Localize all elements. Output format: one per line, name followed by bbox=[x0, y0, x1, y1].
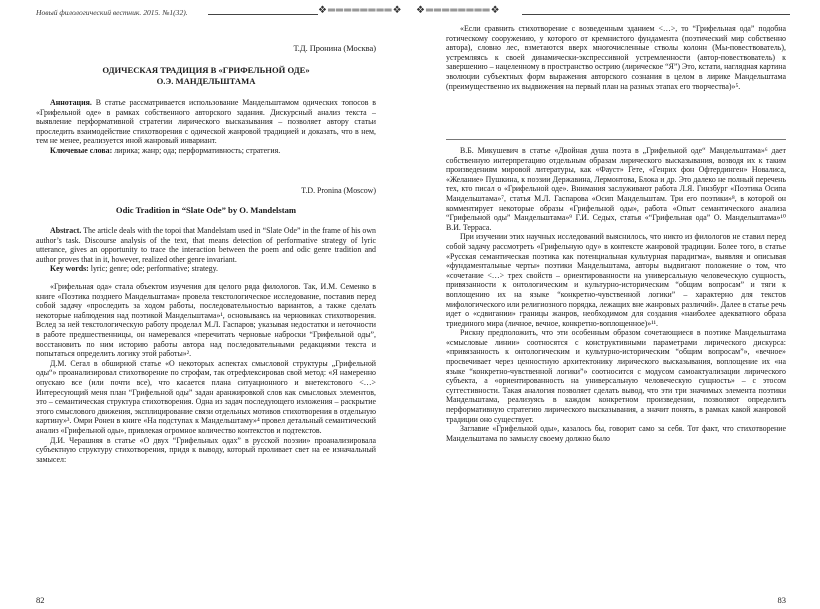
left-body bbox=[36, 282, 376, 464]
right-quote bbox=[446, 24, 786, 91]
right-body bbox=[446, 146, 786, 443]
left-paragraph-2: Д.М. Сегал в обширной статье «О некоторых аспектах смысловой структуры „Грифельной оды“» проанализировал стихотворение по строфам, так отрефлексировав свой метод: «Я намеренно опускаю все (или почти все), что касается плана ситуационного и внетекстового <…> Интересующий меня план “Грифельной оды” задан аранжировкой слов как смысловых элементов, это – семантическая структура стихотворения. Одна из задач последующего изложения – раскрытие этого смыслового движения, эксплицирование связи отдельных мотивов стихотворения в отдельную картину»³. Омри Ронен в книге «На подступах к Мандельштаму»⁴ провел детальный семантический анализ «Грифельной оды», привлекая огромное количество контекстов и подтекстов. bbox=[36, 358, 376, 435]
left-paragraph-3: Д.И. Черашняя в статье «О двух “Грифельных одах” в русской поэзии» проанализировала субъектную структуру стихотворения, придя к выводу, который проливает свет на ее изначальный замысел: bbox=[36, 435, 376, 464]
right-paragraph-3: Рискну предположить, что эти особенным образом сочетающиеся в поэтике Мандельштама «смысловые линии» соотносятся с конструктивными параметрами лирического дискурса: «привязанность к онтологическим и культурно-историческим “общим вопросам”», «вечное» просвечивает через ценностную архитектонику лирического высказывания, воплощение их «на языке “конкретно-чувственной логики”» соотносится с модусом самоактуализации лирического субъекта, а «ориентированность на универсальную человеческую сущность» – с этосом суггестивности. Такая аналогия позволяет сделать вывод, что эти три значимых элемента поэтики Мандельштама, реализуясь в каждом конкретном произведении, позволяют определить перформативную стратегию лирического высказывания, а значит понять, в рамках какой жанровой традиции оно существует. bbox=[446, 328, 786, 424]
title-ru bbox=[36, 65, 376, 87]
right-page bbox=[410, 0, 820, 609]
title-ru-line-2: О.Э. МАНДЕЛЬШТАМА bbox=[156, 76, 256, 86]
page-number-right: 83 bbox=[777, 595, 786, 605]
header-ornament-icon: ❖════════❖ bbox=[318, 5, 403, 16]
abstract-en-text: The article deals with the topoi that Mandelstam used in “Slate Ode” in the frame of his own author’s task. Discourse analysis of the text, that means detection of performative strategy of lyric utterance, gives an opportunity to trace the interaction between the poem and odic genre tradition and author proves that in it, however, realized other genre invariant. bbox=[36, 226, 376, 264]
header-rule-right bbox=[522, 14, 790, 15]
keywords-en-text: lyric; genre; ode; performative; strategy. bbox=[90, 264, 219, 274]
keywords-ru-text: лирика; жанр; ода; перформативность; стратегия. bbox=[114, 145, 281, 155]
right-paragraph-4: Заглавие «Грифельной оды», казалось бы, говорит само за себя. Тот факт, что стихотворение Мандельштама по замыслу своему должно было bbox=[446, 424, 786, 443]
quote-divider bbox=[446, 139, 786, 140]
abstract-ru bbox=[36, 98, 376, 156]
title-en: Odic Tradition in “Slate Ode” by O. Mandelstam bbox=[115, 205, 297, 215]
author-en: T.D. Pronina (Moscow) bbox=[301, 186, 376, 195]
author-ru: Т.Д. Пронина (Москва) bbox=[293, 44, 376, 53]
right-paragraph-2: При изучении этих научных исследований выяснилось, что никто из филологов не ставил перед собой задачу рассмотреть «Грифельную оду» в контексте жанровой традиции. Более того, в статье «Русская семантическая поэтика как потенциальная культурная парадигма», выявляя и описывая «фундаментальные черты» поэтики Мандельштама, авторы выдвигают положение о том, что «сочетание <…> трех свойств – ориентированности на универсальную человеческую сущность, привязанности к онтологическим и культурно-историческим “общим вопросам” и тяги к воплощению их на языке “конкретно-чувственной логики” – характерно для текстов мифологического или религиозного порядка, лежащих вне жанровых различий». Далее в статье речь идет о «сдвигании» границы жанров, необходимом для создания «наиболее адекватного образа триединого мира (личное, вечное, конкретно-воплощенное)»¹¹. bbox=[446, 232, 786, 328]
keywords-en-label: Key words: bbox=[50, 264, 89, 274]
header-rule bbox=[208, 14, 318, 15]
abstract-en bbox=[36, 226, 376, 274]
keywords-ru-label: Ключевые слова: bbox=[50, 145, 113, 155]
abstract-ru-label: Аннотация. bbox=[50, 98, 92, 107]
abstract-en-label: Abstract. bbox=[50, 226, 82, 235]
right-paragraph-1: В.Б. Микушевич в статье «Двойная душа поэта в „Грифельной оде“ Мандельштама»⁶ дает собственную интерпретацию отдельным образам лирического высказывания, возводя их к таким произведениям мировой литературы, как «Фауст» Гете, «Генрих фон Офтердинген» Новалиса, «Желание» Пушкина, к поэзии Державина, Лермонтова, Блока и др. Это далеко не полный перечень тех, кто писал о «Грифельной оде». Внимания заслуживают работа Л.Я. Гинзбург «Поэтика Осипа Мандельштама»⁷, статья М.Л. Гаспарова «Осип Мандельштам. Три его поэтики»⁸, в которой он комментирует некоторые образы «Грифельной оды», работа «Опыт семантического анализа “Грифельной оды” Мандельштама»⁹ Г.И. Седых, статья «“Грифельная ода” О. Мандельштама»¹⁰ В.И. Терраса. bbox=[446, 146, 786, 232]
abstract-ru-text: В статье рассматривается использование Мандельштамом одических топосов в «Грифельной оде» в рамках собственного авторского задания. Дискурсный анализ текста – выявление перформативной стратегии лирического высказывания – позволяет автору статьи проследить взаимодействие стихотворения с одической жанровой традицией и доказать, что в нем, тем не менее, реализуется иной жанровый инвариант. bbox=[36, 98, 376, 146]
page-number-left: 82 bbox=[36, 595, 45, 605]
quote-paragraph: «Если сравнить стихотворение с возведенным зданием <…>, то “Грифельная ода” подобна готическому сооружению, у которого от кремнистого фундамента (поэтический мир собственно автора), словно лес, взметаются вверх многочисленные стволы колонн (Мы-повествователь), устремляясь к своей динамически-экспрессивной устремленности (автор-повествователь) к завершению – нацеленному в пространство острию (лирическое “Я”) Это, кстати, наглядная картина эволюции субъектных форм выражения авторского сознания в целом в лирике Мандельштама (преимущественно их выдвижения на первый план на разных этапах его творчества)»⁵. bbox=[446, 24, 786, 91]
title-ru-line-1: ОДИЧЕСКАЯ ТРАДИЦИЯ В «ГРИФЕЛЬНОЙ ОДЕ» bbox=[102, 65, 310, 75]
header-ornament-right-icon: ❖════════❖ bbox=[416, 5, 501, 16]
left-paragraph-1: «Грифельная ода» стала объектом изучения для целого ряда филологов. Так, И.М. Семенко в книге «Поэтика позднего Мандельштама» провела текстологическое исследование, поставив перед собой задачу «проследить за ходом работы, последовательностью вариантов, а также сделать некоторые наблюдения над поэтикой Мандельштама»¹, основываясь на черновиках стихотворения. Вслед за ней текстологическую работу проделал М.Л. Гаспаров; указывая недостатки и неточности в работе предшественницы, он намеревался «перечитать черновые наброски “Грифельной оды”, восстановить по ним историю работы автора над последовательными редакциями текста и попытаться определить логику этой работы»². bbox=[36, 282, 376, 359]
journal-header: Новый филологический вестник. 2015. №1(32). bbox=[36, 8, 188, 17]
